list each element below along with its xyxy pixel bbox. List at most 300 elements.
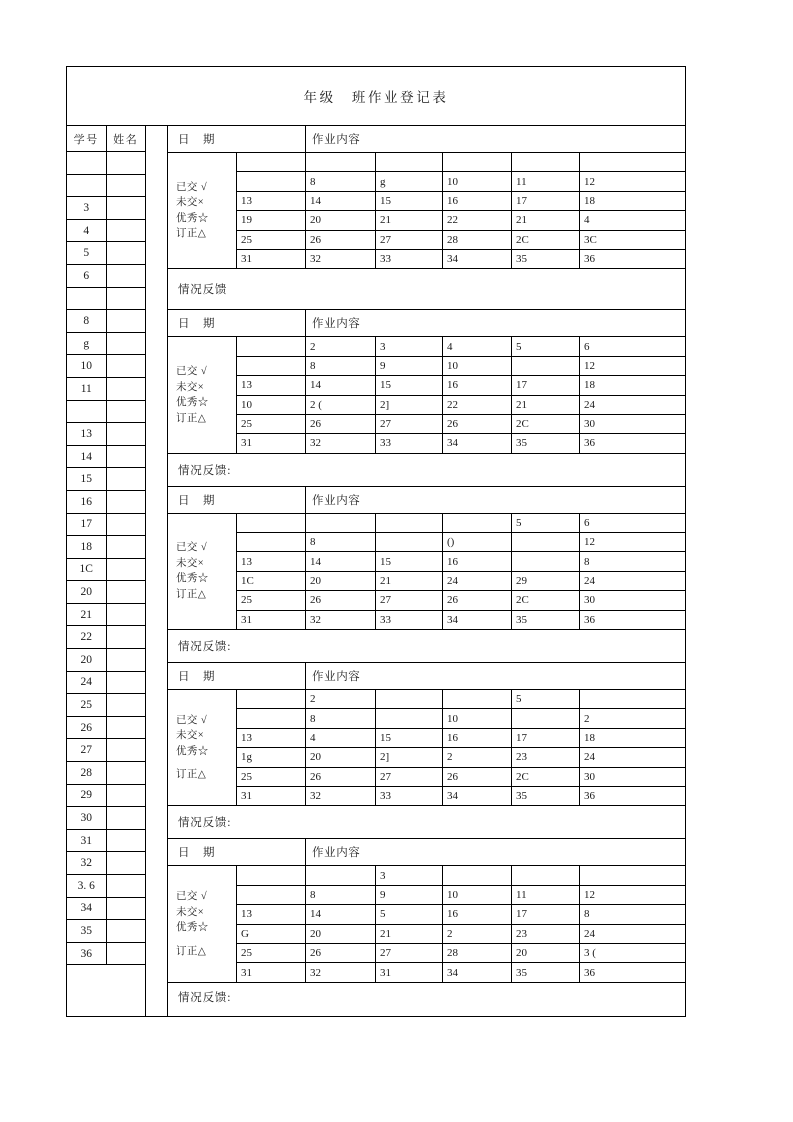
grid-cell[interactable]: 13 <box>237 729 306 747</box>
grid-cell[interactable]: 28 <box>443 231 512 249</box>
roster-cell-name[interactable] <box>107 559 146 581</box>
grid-row <box>237 172 685 191</box>
roster-cell-name[interactable] <box>107 581 146 603</box>
roster-row[interactable] <box>67 830 145 853</box>
grid-cell[interactable]: 11 <box>512 172 580 190</box>
grid-cell[interactable]: 3 ( <box>584 947 596 960</box>
grid-cell[interactable] <box>580 866 685 884</box>
grid-cell[interactable]: 32 <box>306 434 376 452</box>
grid-cell[interactable] <box>237 709 306 727</box>
grid-cell[interactable]: 18 <box>584 194 595 207</box>
roster-cell-name[interactable] <box>107 920 146 942</box>
grid-cell[interactable]: 21 <box>512 396 580 414</box>
grid-cell[interactable] <box>376 514 443 532</box>
grid-cell[interactable]: 15 <box>376 729 443 747</box>
roster-cell-name[interactable] <box>107 807 146 829</box>
roster-row[interactable] <box>67 423 145 446</box>
grid-cell[interactable]: 26 <box>306 415 376 433</box>
grid-cell[interactable]: 32 <box>306 787 376 805</box>
grid-row <box>237 376 685 395</box>
grid-cell[interactable]: 25 <box>237 591 306 609</box>
grid-cell[interactable]: 8 <box>306 886 376 904</box>
grid-cell[interactable]: 36 <box>584 253 595 266</box>
roster-cell-name[interactable] <box>107 491 146 513</box>
grid-cell[interactable]: 34 <box>443 611 512 629</box>
grid-cell[interactable]: 2 <box>443 925 512 943</box>
grid-row <box>237 787 685 806</box>
feedback-row[interactable]: 情况反馈: <box>168 454 685 487</box>
roster-row[interactable] <box>67 920 145 943</box>
legend-excellent: 优秀☆ <box>176 922 209 934</box>
roster-row[interactable] <box>67 807 145 830</box>
grid-cell[interactable]: 26 <box>443 768 512 786</box>
grid-row <box>237 211 685 230</box>
roster-cell-name[interactable] <box>107 762 146 784</box>
date-label: 日 期 <box>168 839 306 865</box>
roster-row[interactable] <box>67 649 145 672</box>
grid-cell[interactable]: 6 <box>584 516 590 529</box>
grid-cell[interactable]: 8 <box>306 709 376 727</box>
roster-cell-name[interactable] <box>107 242 146 264</box>
homework-block <box>168 839 685 1010</box>
grid-cell[interactable] <box>376 690 443 708</box>
roster-row[interactable] <box>67 197 145 220</box>
grid-cell[interactable]: 8 <box>306 357 376 375</box>
grid-cell[interactable]: 10 <box>443 886 512 904</box>
grid-cell[interactable]: 14 <box>306 376 376 394</box>
grid-cell[interactable]: 3 <box>376 337 443 355</box>
grid-cell[interactable]: 24 <box>584 751 595 764</box>
roster-cell-id: 27 <box>67 739 107 761</box>
grid-row <box>237 153 685 172</box>
grid-cell[interactable]: 36 <box>584 613 595 626</box>
status-legend <box>168 866 237 982</box>
roster-row[interactable] <box>67 310 145 333</box>
grid-cell[interactable]: 24 <box>584 575 595 588</box>
grid-cell[interactable]: 10 <box>443 172 512 190</box>
roster-row[interactable] <box>67 514 145 537</box>
roster-row[interactable] <box>67 401 145 424</box>
roster-cell-name[interactable] <box>107 220 146 242</box>
grid-cell[interactable]: 6 <box>584 340 590 353</box>
grid-cell[interactable]: 12 <box>584 536 595 549</box>
grid-cell[interactable]: 30 <box>584 594 595 607</box>
grid-cell[interactable]: 5 <box>512 690 580 708</box>
grid-cell[interactable]: 12 <box>584 175 595 188</box>
roster-cell-name[interactable] <box>107 649 146 671</box>
grid-cell[interactable]: 19 <box>237 211 306 229</box>
grid-cell[interactable]: 35 <box>512 250 580 268</box>
grid-cell[interactable]: 33 <box>376 611 443 629</box>
grid-cell[interactable]: 15 <box>376 376 443 394</box>
grid-cell[interactable]: 35 <box>512 963 580 981</box>
grid-cell[interactable]: 12 <box>584 888 595 901</box>
grid-cell[interactable]: 17 <box>512 905 580 923</box>
grid-cell[interactable] <box>237 172 306 190</box>
grid-cell[interactable] <box>237 866 306 884</box>
grid-cell[interactable]: 27 <box>376 415 443 433</box>
grid-row <box>237 250 685 269</box>
grid-cell[interactable]: 35 <box>512 611 580 629</box>
grid-row <box>237 886 685 905</box>
grid-cell[interactable]: 21 <box>512 211 580 229</box>
grid-cell[interactable]: 31 <box>237 250 306 268</box>
grid-cell[interactable] <box>237 153 306 171</box>
legend-corrected: 订正△ <box>176 769 207 781</box>
roster-cell-id: 11 <box>67 378 107 400</box>
roster-cell-name[interactable] <box>107 739 146 761</box>
grid-cell[interactable]: 32 <box>306 250 376 268</box>
grid-cell[interactable]: 25 <box>237 231 306 249</box>
grid-cell[interactable]: 10 <box>237 396 306 414</box>
grid-cell[interactable]: 24 <box>443 572 512 590</box>
grid-cell[interactable]: 27 <box>376 231 443 249</box>
roster-cell-name[interactable] <box>107 830 146 852</box>
grid-cell[interactable]: G <box>237 925 306 943</box>
grid-cell[interactable]: 3 <box>376 866 443 884</box>
roster-row[interactable] <box>67 717 145 740</box>
grid-cell[interactable]: 14 <box>306 905 376 923</box>
roster-cell-id: 20 <box>67 581 107 603</box>
grid-cell[interactable]: 13 <box>237 905 306 923</box>
grid-cell[interactable]: 33 <box>376 250 443 268</box>
roster-row[interactable] <box>67 446 145 469</box>
grid-cell[interactable]: 20 <box>306 748 376 766</box>
homework-blocks-area <box>146 126 685 1016</box>
grid-cell[interactable]: 16 <box>443 729 512 747</box>
roster-row[interactable] <box>67 468 145 491</box>
roster-row[interactable] <box>67 626 145 649</box>
grid-cell[interactable]: 28 <box>443 944 512 962</box>
grid-cell[interactable]: 8 <box>306 172 376 190</box>
grid-cell[interactable]: 10 <box>443 709 512 727</box>
roster-cell-id: 13 <box>67 423 107 445</box>
roster-cell-id: 25 <box>67 694 107 716</box>
roster-row[interactable] <box>67 491 145 514</box>
grid-cell[interactable]: 13 <box>237 552 306 570</box>
grid-cell[interactable] <box>512 552 580 570</box>
grid-cell[interactable]: 2] <box>376 748 443 766</box>
legend-submitted: 已交 √ <box>176 891 207 903</box>
roster-cell-id: 35 <box>67 920 107 942</box>
grid-cell[interactable]: 23 <box>512 925 580 943</box>
grid-cell[interactable] <box>376 153 443 171</box>
grid-cell[interactable]: 16 <box>443 552 512 570</box>
roster-row[interactable] <box>67 378 145 401</box>
grid-cell[interactable]: 27 <box>376 944 443 962</box>
grid-cell[interactable]: 36 <box>584 437 595 450</box>
roster-row[interactable] <box>67 604 145 627</box>
grid-cell[interactable]: 18 <box>584 379 595 392</box>
roster-cell-name[interactable] <box>107 355 146 377</box>
roster-cell-name[interactable] <box>107 604 146 626</box>
grid-cell[interactable]: 26 <box>443 415 512 433</box>
feedback-row[interactable]: 情况反馈: <box>178 991 232 1004</box>
roster-header-id: 学号 <box>67 126 107 152</box>
roster-cell-name[interactable] <box>107 943 146 965</box>
roster-row[interactable] <box>67 265 145 288</box>
grid-cell[interactable]: 26 <box>443 591 512 609</box>
grid-cell[interactable]: 31 <box>237 963 306 981</box>
grid-cell[interactable] <box>237 886 306 904</box>
grid-cell[interactable]: 30 <box>584 418 595 431</box>
grid-cell[interactable] <box>443 866 512 884</box>
grid-cell[interactable]: 14 <box>306 192 376 210</box>
grid-cell[interactable] <box>306 153 376 171</box>
grid-cell[interactable]: 21 <box>376 572 443 590</box>
legend-excellent: 优秀☆ <box>176 212 209 224</box>
roster-row[interactable] <box>67 898 145 921</box>
grid-cell[interactable]: 36 <box>584 790 595 803</box>
roster-row[interactable] <box>67 355 145 378</box>
grid-cell[interactable] <box>443 514 512 532</box>
roster-row[interactable] <box>67 333 145 356</box>
grid-cell[interactable]: 26 <box>306 591 376 609</box>
grid-cell[interactable] <box>512 866 580 884</box>
grid-cell[interactable]: 33 <box>376 787 443 805</box>
roster-cell-id <box>67 288 107 310</box>
grid-cell[interactable]: 26 <box>306 231 376 249</box>
grid-cell[interactable]: 17 <box>512 376 580 394</box>
grid-cell[interactable]: 13 <box>237 192 306 210</box>
grid-cell[interactable]: 13 <box>237 376 306 394</box>
grid-cell[interactable]: 2C <box>512 415 580 433</box>
roster-cell-name[interactable] <box>107 152 146 174</box>
grid-cell[interactable] <box>512 357 580 375</box>
grid-cell[interactable]: 34 <box>443 434 512 452</box>
roster-cell-name[interactable] <box>107 401 146 423</box>
status-legend <box>168 690 237 806</box>
grid-cell[interactable]: 23 <box>512 748 580 766</box>
grid-cell[interactable]: 14 <box>306 552 376 570</box>
roster-row[interactable] <box>67 581 145 604</box>
roster-cell-name[interactable] <box>107 785 146 807</box>
grid-cell[interactable] <box>443 153 512 171</box>
grid-cell[interactable]: 5 <box>376 905 443 923</box>
roster-row[interactable] <box>67 875 145 898</box>
grid-cell[interactable]: 32 <box>306 963 376 981</box>
grid-cell[interactable]: 25 <box>237 768 306 786</box>
grid-cell[interactable]: 2C <box>512 768 580 786</box>
roster-cell-id: 22 <box>67 626 107 648</box>
grid-cell[interactable]: 34 <box>443 963 512 981</box>
grid-cell[interactable]: 15 <box>376 192 443 210</box>
roster-row[interactable] <box>67 694 145 717</box>
grid-cell[interactable]: 5 <box>512 337 580 355</box>
grid-cell[interactable] <box>376 533 443 551</box>
grid-cell[interactable]: 9 <box>376 886 443 904</box>
roster-cell-name[interactable] <box>107 378 146 400</box>
homework-header-row <box>168 839 685 866</box>
grid-cell[interactable]: 16 <box>443 905 512 923</box>
roster-cell-id: 31 <box>67 830 107 852</box>
roster-cell-name[interactable] <box>107 310 146 332</box>
homework-block <box>168 663 685 839</box>
legend-not-submitted: 未交× <box>176 906 205 918</box>
grid-cell[interactable]: 22 <box>443 396 512 414</box>
roster-cell-name[interactable] <box>107 717 146 739</box>
grid-cell[interactable] <box>237 514 306 532</box>
roster-cell-name[interactable] <box>107 875 146 897</box>
grid-row <box>237 925 685 944</box>
grid-cell[interactable] <box>580 690 685 708</box>
grid-cell[interactable]: 3C <box>584 233 597 246</box>
grid-cell[interactable]: 21 <box>376 925 443 943</box>
grid-cell[interactable]: 31 <box>237 787 306 805</box>
roster-cell-name[interactable] <box>107 175 146 197</box>
roster-cell-name[interactable] <box>107 852 146 874</box>
grid-cell[interactable]: () <box>443 533 512 551</box>
grid-cell[interactable]: 34 <box>443 250 512 268</box>
grid-cell[interactable]: 2C <box>512 591 580 609</box>
roster-row[interactable] <box>67 220 145 243</box>
grid-cell[interactable]: 25 <box>237 415 306 433</box>
grid-cell[interactable]: 1g <box>237 748 306 766</box>
grid-row <box>237 591 685 610</box>
roster-row[interactable] <box>67 739 145 762</box>
grid-cell[interactable]: 2 <box>306 337 376 355</box>
grid-row <box>237 748 685 767</box>
grid-cell[interactable]: 32 <box>306 611 376 629</box>
grid-cell[interactable] <box>237 533 306 551</box>
grid-cell[interactable]: 31 <box>237 434 306 452</box>
grid-cell[interactable]: 15 <box>376 552 443 570</box>
roster-cell-name[interactable] <box>107 694 146 716</box>
grid-cell[interactable]: 8 <box>306 533 376 551</box>
grid-cell[interactable]: 4 <box>584 214 590 227</box>
roster-rows <box>67 152 145 965</box>
grid-cell[interactable]: g <box>376 172 443 190</box>
grid-cell[interactable] <box>580 153 685 171</box>
grid-cell[interactable]: 33 <box>376 434 443 452</box>
grid-cell[interactable]: 2 <box>584 712 590 725</box>
feedback-row[interactable]: 情况反馈: <box>168 806 685 839</box>
grid-cell[interactable]: 4 <box>443 337 512 355</box>
grid-cell[interactable]: 4 <box>306 729 376 747</box>
roster-cell-name[interactable] <box>107 468 146 490</box>
grid-cell[interactable] <box>306 514 376 532</box>
grid-cell[interactable]: 2 <box>306 690 376 708</box>
grid-cell[interactable]: 24 <box>584 398 595 411</box>
grid-cell[interactable]: 17 <box>512 729 580 747</box>
grid-cell[interactable]: 34 <box>443 787 512 805</box>
grid-cell[interactable] <box>237 357 306 375</box>
grid-cell[interactable]: 5 <box>512 514 580 532</box>
grid-cell[interactable]: 10 <box>443 357 512 375</box>
grid-cell[interactable]: 8 <box>584 555 590 568</box>
grid-cell[interactable]: 25 <box>237 944 306 962</box>
roster-cell-id: g <box>67 333 107 355</box>
roster-cell-id: 1C <box>67 559 107 581</box>
grid-cell[interactable]: 21 <box>376 211 443 229</box>
roster-cell-name[interactable] <box>107 536 146 558</box>
homework-date-grid <box>237 514 685 630</box>
grid-cell[interactable] <box>512 533 580 551</box>
content-label: 作业内容 <box>312 671 361 684</box>
roster-row[interactable] <box>67 785 145 808</box>
roster-cell-name[interactable] <box>107 446 146 468</box>
roster-row[interactable] <box>67 288 145 311</box>
grid-cell[interactable]: 9 <box>376 357 443 375</box>
roster-row[interactable] <box>67 943 145 966</box>
roster-row[interactable] <box>67 672 145 695</box>
grid-row <box>237 709 685 728</box>
grid-cell[interactable]: 24 <box>584 927 595 940</box>
roster-cell-name[interactable] <box>107 288 146 310</box>
legend-submitted: 已交 √ <box>176 366 207 378</box>
grid-cell[interactable] <box>443 690 512 708</box>
grid-cell[interactable]: 30 <box>584 770 595 783</box>
feedback-row[interactable]: 情况反馈 <box>168 269 685 310</box>
grid-cell[interactable]: 20 <box>306 211 376 229</box>
grid-cell[interactable] <box>237 690 306 708</box>
roster-cell-name[interactable] <box>107 672 146 694</box>
grid-cell[interactable]: 11 <box>512 886 580 904</box>
roster-row[interactable] <box>67 242 145 265</box>
grid-cell[interactable]: 27 <box>376 591 443 609</box>
grid-cell[interactable]: 35 <box>512 434 580 452</box>
grid-cell[interactable]: 8 <box>584 908 590 921</box>
homework-header-row <box>168 126 685 153</box>
grid-cell[interactable] <box>376 709 443 727</box>
feedback-row[interactable]: 情况反馈: <box>168 630 685 663</box>
grid-cell[interactable]: 26 <box>306 944 376 962</box>
grid-cell[interactable]: 18 <box>584 732 595 744</box>
grid-cell[interactable]: 20 <box>306 572 376 590</box>
grid-cell[interactable]: 12 <box>584 359 595 372</box>
roster-row[interactable] <box>67 175 145 198</box>
grid-cell[interactable]: 16 <box>443 192 512 210</box>
grid-cell[interactable] <box>237 337 306 355</box>
roster-cell-name[interactable] <box>107 197 146 219</box>
grid-cell[interactable]: 29 <box>512 572 580 590</box>
grid-cell[interactable]: 22 <box>443 211 512 229</box>
grid-cell[interactable]: 1C <box>237 572 306 590</box>
roster-cell-name[interactable] <box>107 423 146 445</box>
legend-submitted: 已交 √ <box>176 542 207 554</box>
grid-cell[interactable] <box>512 709 580 727</box>
grid-cell[interactable]: 2 ( <box>306 396 376 414</box>
roster-cell-name[interactable] <box>107 333 146 355</box>
roster-cell-name[interactable] <box>107 514 146 536</box>
grid-cell[interactable]: 2 <box>443 748 512 766</box>
grid-cell[interactable]: 36 <box>584 966 595 979</box>
grid-cell[interactable]: 26 <box>306 768 376 786</box>
roster-row[interactable] <box>67 152 145 175</box>
roster-cell-name[interactable] <box>107 626 146 648</box>
grid-cell[interactable]: 2] <box>376 396 443 414</box>
grid-cell[interactable]: 20 <box>306 925 376 943</box>
grid-cell[interactable]: 27 <box>376 768 443 786</box>
roster-cell-id: 36 <box>67 943 107 965</box>
grid-cell[interactable] <box>306 866 376 884</box>
grid-cell[interactable]: 20 <box>512 944 580 962</box>
roster-cell-id: 14 <box>67 446 107 468</box>
roster-cell-name[interactable] <box>107 265 146 287</box>
grid-cell[interactable]: 31 <box>376 963 443 981</box>
grid-cell[interactable] <box>512 153 580 171</box>
grid-cell[interactable]: 31 <box>237 611 306 629</box>
grid-cell[interactable]: 2C <box>512 231 580 249</box>
roster-cell-name[interactable] <box>107 898 146 920</box>
roster-row[interactable] <box>67 852 145 875</box>
grid-cell[interactable]: 35 <box>512 787 580 805</box>
roster-row[interactable] <box>67 559 145 582</box>
roster-row[interactable] <box>67 536 145 559</box>
grid-cell[interactable]: 16 <box>443 376 512 394</box>
roster-row[interactable] <box>67 762 145 785</box>
grid-cell[interactable]: 17 <box>512 192 580 210</box>
